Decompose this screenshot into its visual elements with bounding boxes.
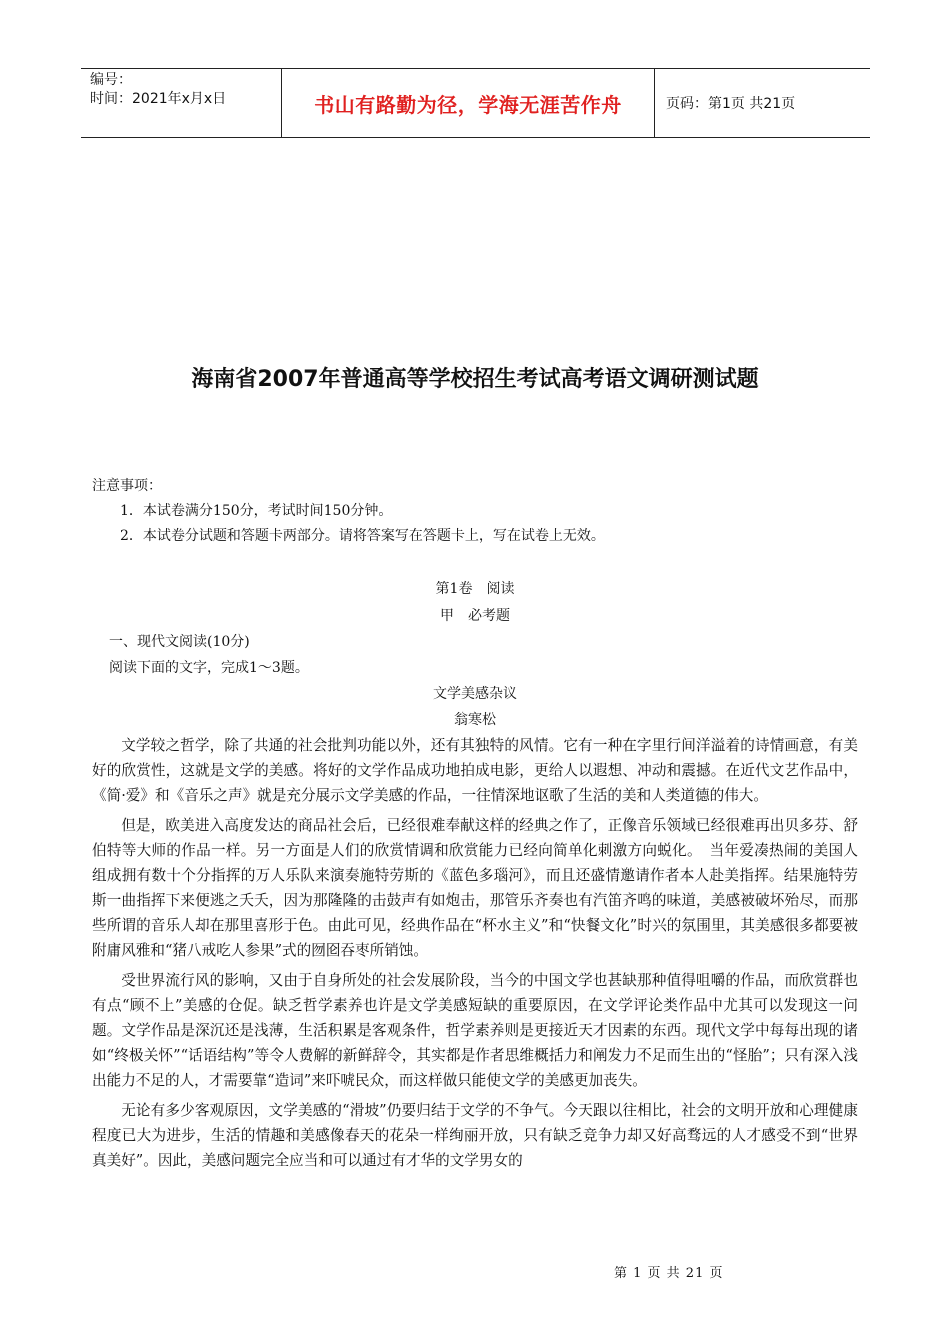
header-meta [81,69,281,137]
document-title: 海南省2007年普通高等学校招生考试高考语文调研测试题 [191,367,759,392]
notice-heading: 注意事项： [92,478,162,494]
article-body [92,733,858,1178]
number-label: 编号： [90,72,132,88]
article-paragraph: 但是，欧美进入高度发达的商品社会后，已经很难奉献这样的经典之作了，正像音乐领域已经很难再出贝多芬、舒伯特等大师的作品一样。另一方面是人们的欣赏情调和欣赏能力已经向简单化刺激方向蜕化。 当年爱凑热闹的美国人组成拥有数十个分指挥的万人乐队来演奏施特劳斯的《蓝色多瑙河》，而且还盛情邀请作者本人赴美指挥。结果施特劳斯一曲指挥下来便逃之夭夭，因为那隆隆的击鼓声有如炮击，那管乐齐奏也有汽笛齐鸣的味道，美感被破坏殆尽，而那些所谓的音乐人却在那里喜形于色。由此可见，经典作品在“杯水主义”和“快餐文化”时兴的氛围里，其美感很多都要被附庸风雅和“猪八戒吃人参果”式的囫囵吞枣所销蚀。 [92,817,858,959]
header-motto-cell [281,69,655,137]
reading-instruction: 阅读下面的文字，完成1～3题。 [109,660,309,676]
article-title: 文学美感杂议 [433,686,517,702]
article-author: 翁寒松 [454,712,496,728]
page-header [81,68,870,138]
notice-item: 2．本试卷分试题和答题卡两部分。请将答案写在答题卡上，写在试卷上无效。 [120,528,605,544]
volume-heading: 第1卷 阅读 [435,581,515,597]
question-heading: 一、现代文阅读(10分) [109,634,250,650]
part-heading: 甲 必考题 [440,608,510,624]
article-paragraph: 受世界流行风的影响，又由于自身所处的社会发展阶段，当今的中国文学也甚缺那种值得咀嚼的作品，而欣赏群也有点“顾不上”美感的仓促。缺乏哲学素养也许是文学美感短缺的重要原因，在文学评论类作品中尤其可以发现这一问题。文学作品是深沉还是浅薄，生活积累是客观条件，哲学素养则是更接近天才因素的东西。现代文学中每每出现的诸如“终极关怀”“话语结构”等令人费解的新鲜辞令，其实都是作者思维概括力和阐发力不足而生出的“怪胎”；只有深入浅出能力不足的人，才需要靠“造词”来吓唬民众，而这样做只能使文学的美感更加丧失。 [92,972,858,1089]
time-label: 时间：2021年x月x日 [90,91,227,107]
motto-text: 书山有路勤为径，学海无涯苦作舟 [314,92,622,117]
article-paragraph: 文学较之哲学，除了共通的社会批判功能以外，还有其独特的风情。它有一种在字里行间洋溢着的诗情画意，有美好的欣赏性，这就是文学的美感。将好的文学作品成功地拍成电影，更给人以遐想、冲动和震撼。在近代文艺作品中，《简·爱》和《音乐之声》就是充分展示文学美感的作品，一往情深地讴歌了生活的美和人类道德的伟大。 [92,737,858,804]
page-info: 页码：第1页 共21页 [666,96,796,112]
notice-block [92,474,605,549]
notice-item: 1．本试卷满分150分，考试时间150分钟。 [120,503,393,519]
article-paragraph: 无论有多少客观原因，文学美感的“滑坡”仍要归结于文学的不争气。今天跟以往相比，社会的文明开放和心理健康程度已大为进步，生活的情趣和美感像春天的花朵一样绚丽开放，只有缺乏竞争力却又好高骛远的人才感受不到“世界真美好”。因此，美感问题完全应当和可以通过有才华的文学男女的 [92,1102,858,1169]
page-footer: 第 1 页 共 21 页 [614,1266,724,1281]
